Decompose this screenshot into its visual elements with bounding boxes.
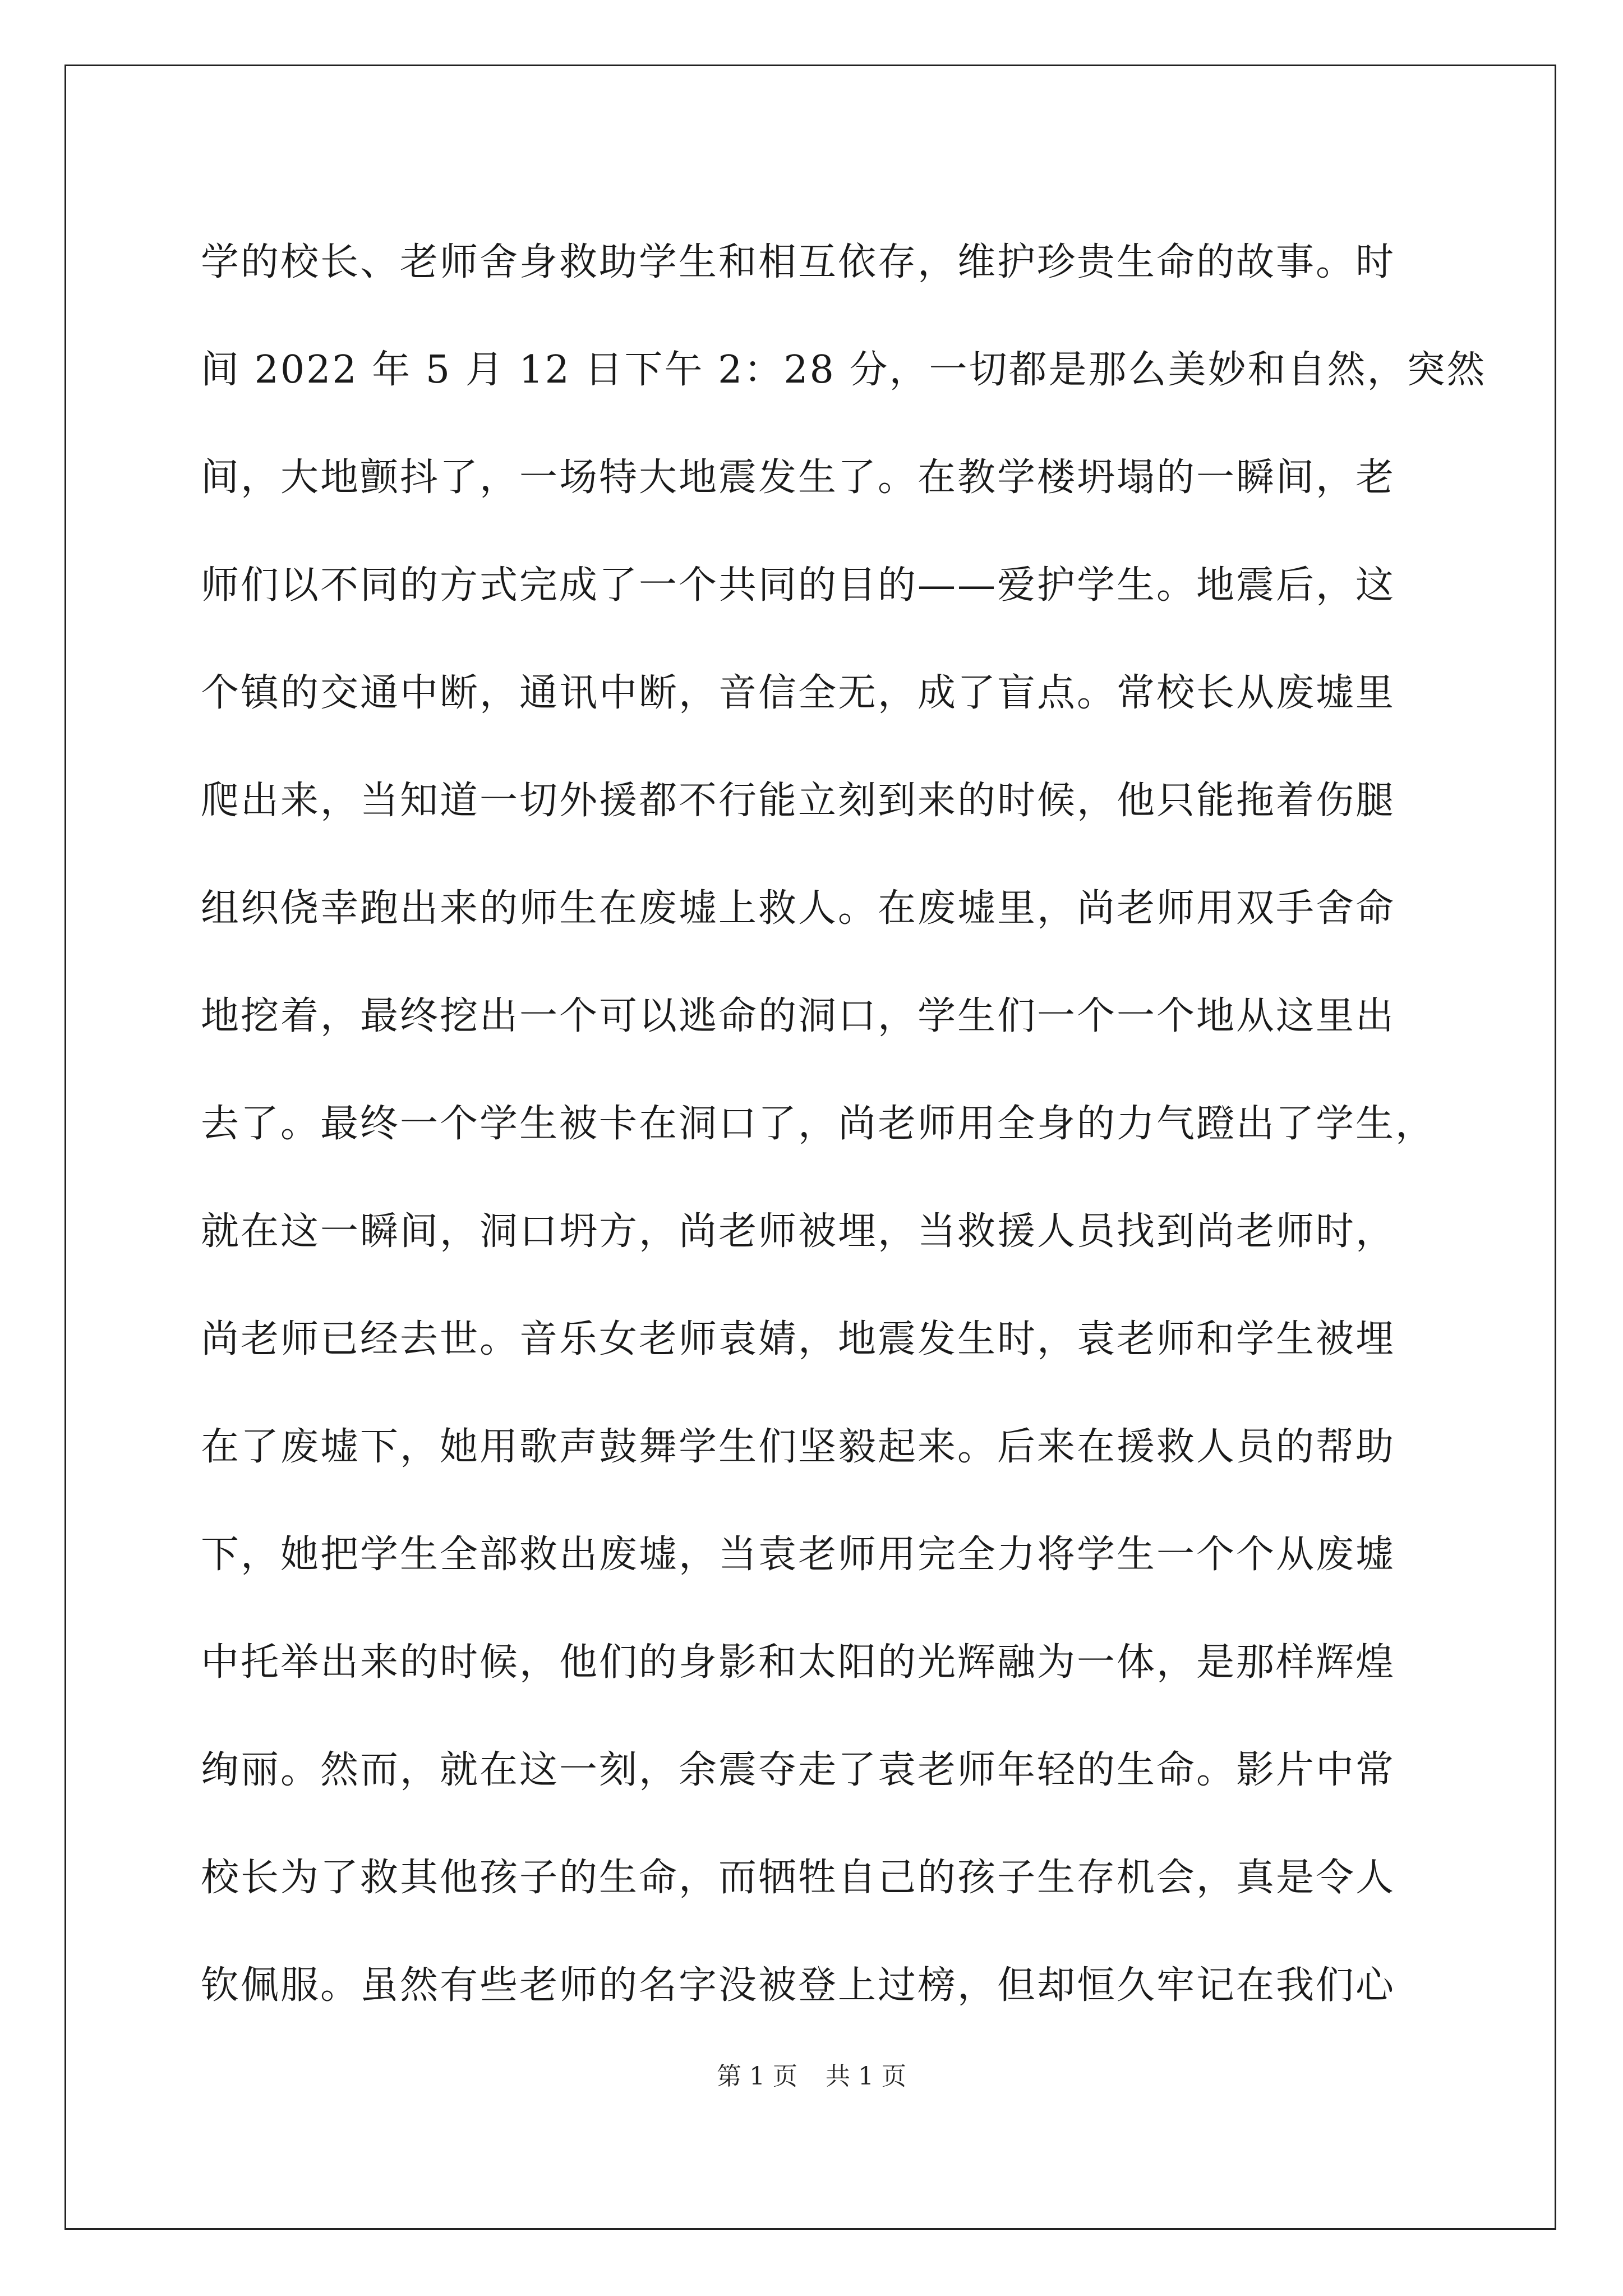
- text-line: 钦佩服。虽然有些老师的名字没被登上过榜，但却恒久牢记在我们心: [201, 1963, 1396, 2008]
- page-number: 第 1 页: [717, 2062, 797, 2091]
- text-line: 校长为了救其他孩子的生命，而牺牲自己的孩子生存机会，真是令人: [201, 1856, 1396, 1900]
- page-footer: [0, 2060, 1623, 2093]
- text-line: 去了。最终一个学生被卡在洞口了，尚老师用全身的力气蹬出了学生，: [201, 1102, 1436, 1146]
- text-line: 就在这一瞬间，洞口坍方，尚老师被埋，当救援人员找到尚老师时，: [201, 1209, 1396, 1254]
- text-line: 学的校长、老师舍身救助学生和相互依存，维护珍贵生命的故事。时: [201, 240, 1396, 284]
- text-line: 中托举出来的时候，他们的身影和太阳的光辉融为一体，是那样辉煌: [201, 1640, 1396, 1685]
- text-line: 间，大地颤抖了，一场特大地震发生了。在教学楼坍塌的一瞬间，老: [201, 455, 1396, 500]
- text-line: 爬出来，当知道一切外援都不行能立刻到来的时候，他只能拖着伤腿: [201, 779, 1396, 823]
- text-line: 在了废墟下，她用歌声鼓舞学生们坚毅起来。后来在援救人员的帮助: [201, 1425, 1396, 1469]
- text-line: 地挖着，最终挖出一个可以逃命的洞口，学生们一个一个地从这里出: [201, 994, 1396, 1038]
- text-line: 间 2022 年 5 月 12 日下午 2：28 分，一切都是那么美妙和自然，突然: [201, 348, 1487, 392]
- document-body: [201, 209, 1487, 2040]
- text-line: 尚老师已经去世。音乐女老师袁婧，地震发生时，袁老师和学生被埋: [201, 1317, 1396, 1361]
- text-line: 绚丽。然而，就在这一刻，余震夺走了袁老师年轻的生命。影片中常: [201, 1748, 1396, 1792]
- text-line: 下，她把学生全部救出废墟，当袁老师用完全力将学生一个个从废墟: [201, 1533, 1396, 1577]
- text-line: 组织侥幸跑出来的师生在废墟上救人。在废墟里，尚老师用双手舍命: [201, 886, 1396, 931]
- text-line: 师们以不同的方式完成了一个共同的目的——爱护学生。地震后，这: [201, 563, 1396, 608]
- page-total: 共 1 页: [826, 2062, 906, 2091]
- text-line: 个镇的交通中断，通讯中断，音信全无，成了盲点。常校长从废墟里: [201, 671, 1396, 715]
